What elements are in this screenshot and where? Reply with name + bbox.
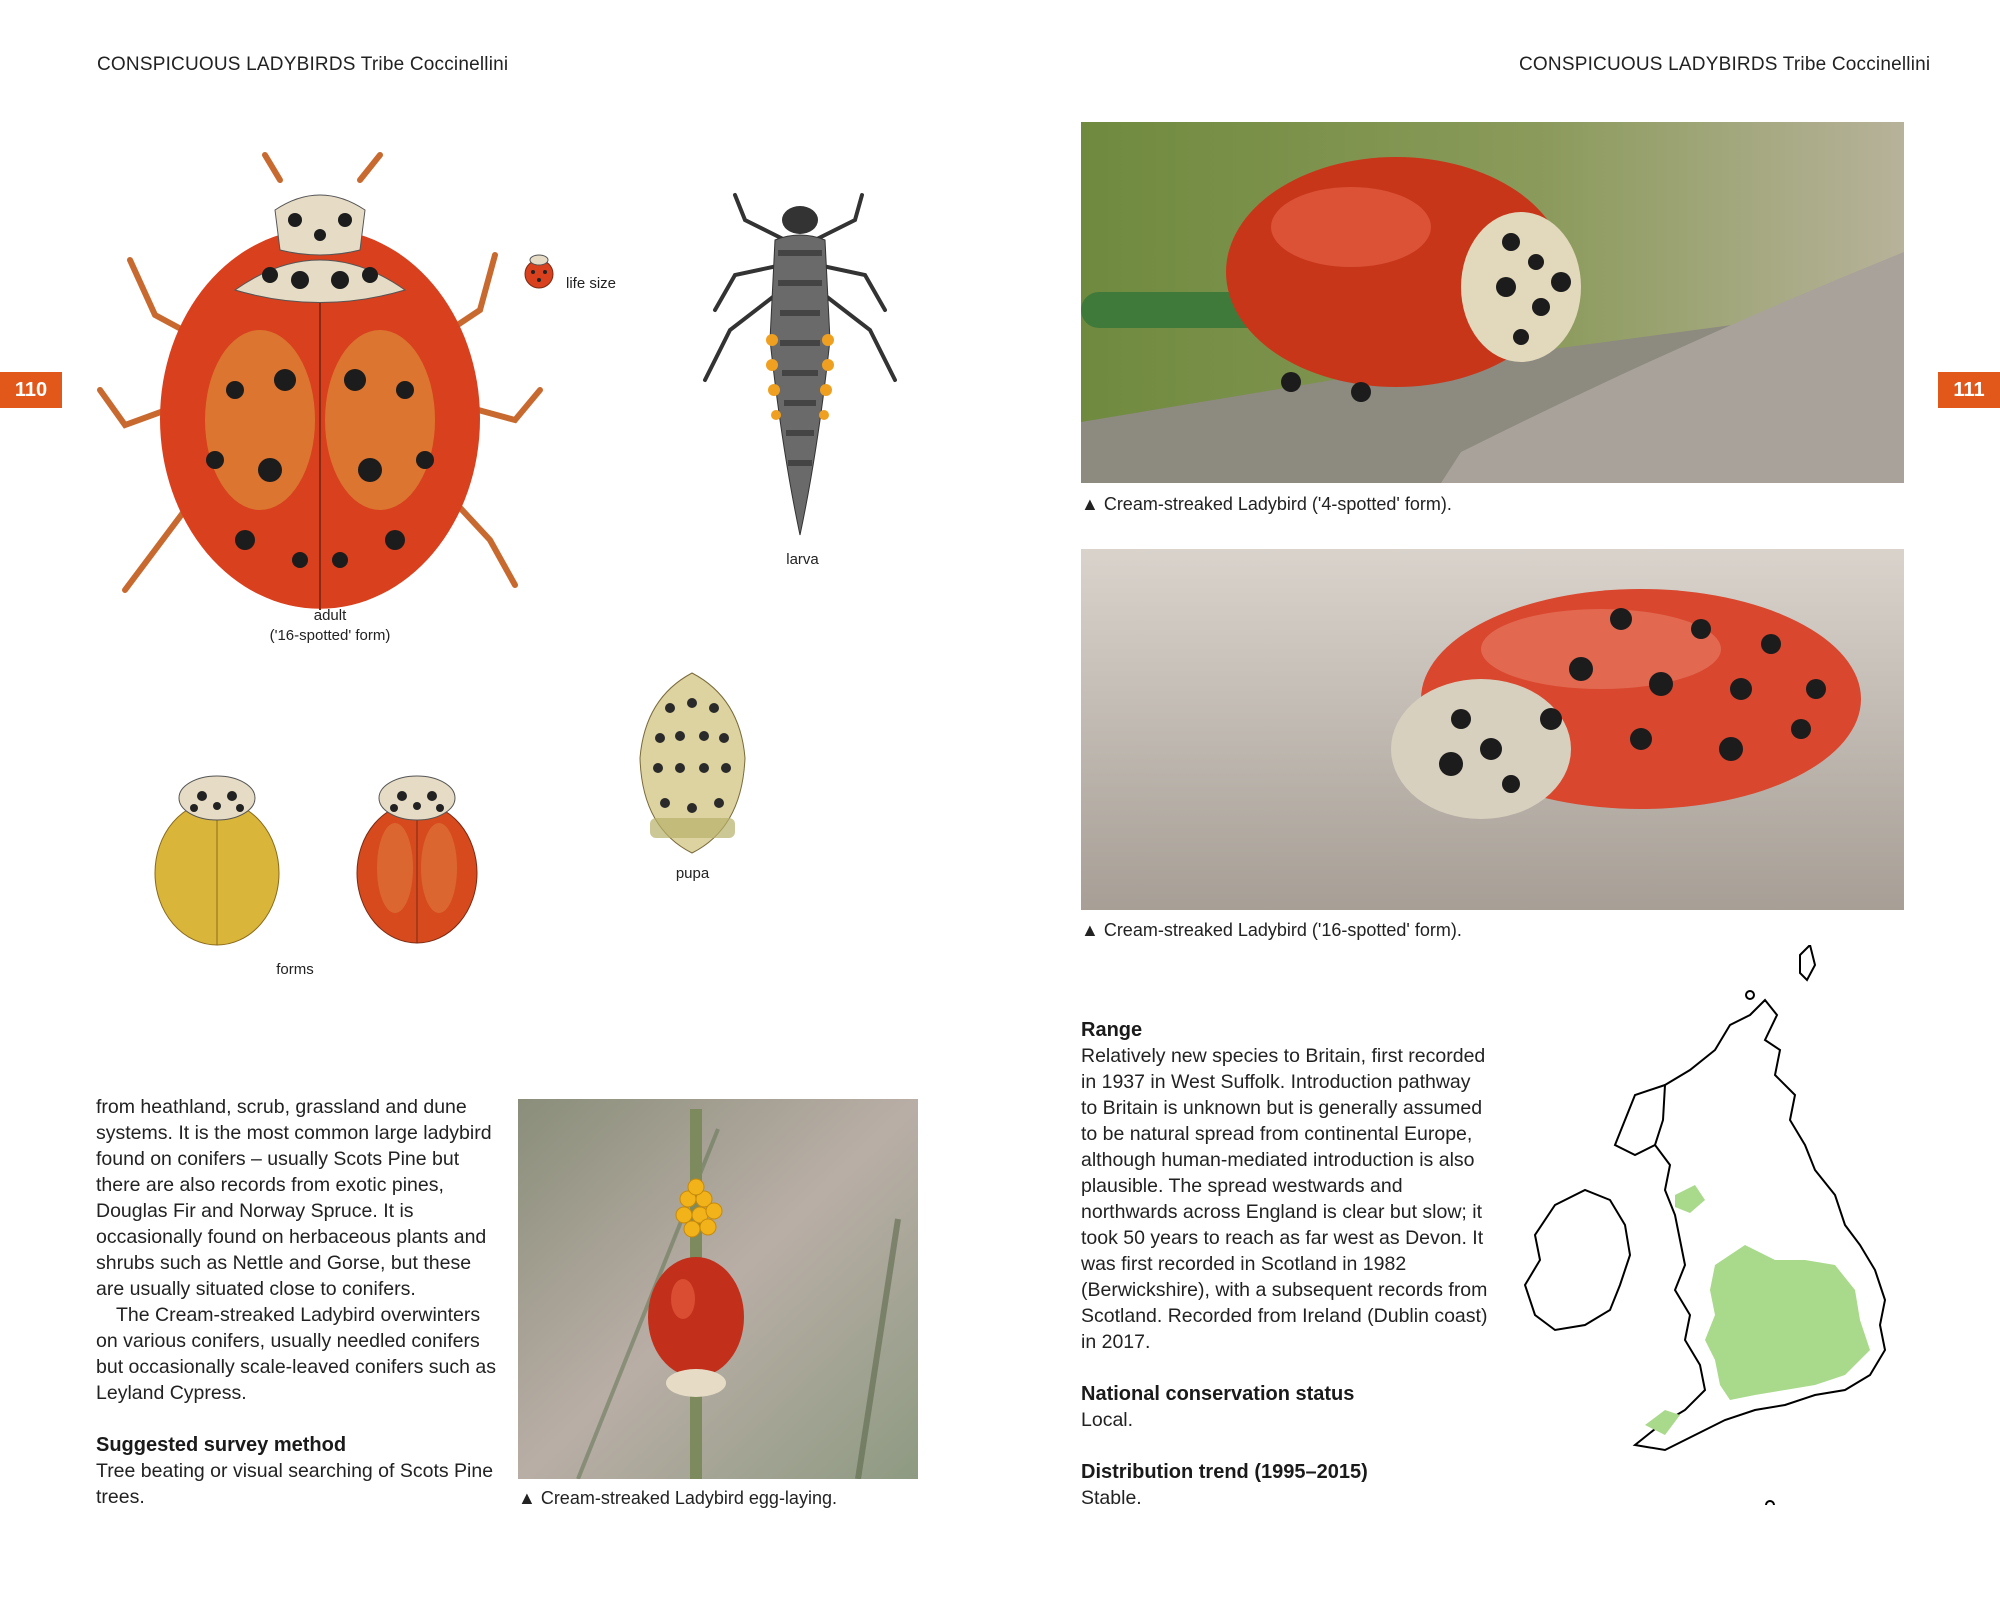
adult-ladybird-illustration [95, 140, 545, 610]
right-body-text [1081, 1017, 1491, 1511]
page-number-tab-left: 110 [0, 372, 62, 408]
body-paragraph-1: from heathland, scrub, grassland and dune systems. It is the most common large ladybird found on conifers – usually Scots Pine but there are also records from exotic pines, Douglas Fir and Norway Spruce. It is occasionally found on herbaceous plants and shrubs such as Nettle and Gorse, but these are usually situated close to conifers. [96, 1096, 492, 1300]
adult-label: adult [313, 607, 347, 624]
egg-laying-photo [518, 1099, 918, 1479]
photo2-caption: ▲ Cream-streaked Ladybird ('16-spotted' form). [1081, 920, 1462, 940]
trend-heading: Distribution trend (1995–2015) [1081, 1461, 1368, 1483]
survey-heading: Suggested survey method [96, 1434, 347, 1456]
left-running-header: CONSPICUOUS LADYBIRDS Tribe Coccinellini [97, 54, 509, 75]
right-running-header: CONSPICUOUS LADYBIRDS Tribe Coccinellini [1519, 54, 1931, 75]
photo-4-spotted-form [1081, 122, 1904, 483]
range-text: Relatively new species to Britain, first recorded in 1937 in West Suffolk. Introduction pathway to Britain is unknown but is generally assumed to be natural spread from continental Europe, although human-mediated introduction is also plausible. The spread westwards and northwards across England is clear but slow; it took 50 years to reach as far west as Devon. It was first recorded in Scotland in 1982 (Berwickshire), with a subsequent records from Scotland. Recorded from Ireland (Dublin coast) in 2017. [1081, 1045, 1488, 1353]
larva-label: larva [786, 551, 819, 568]
orange-form-illustration [350, 758, 485, 948]
life-size-label: life size [566, 275, 617, 292]
body-paragraph-2: The Cream-streaked Ladybird overwinters on various conifers, usually needled conifers but occasionally scale-leaved conifers such as Leyland Cypress. [96, 1304, 496, 1404]
adult-form-label: ('16-spotted' form) [269, 627, 391, 644]
status-heading: National conservation status [1081, 1383, 1355, 1405]
survey-text: Tree beating or visual searching of Scots Pine trees. [96, 1460, 494, 1508]
distribution-map [1515, 945, 1895, 1505]
egg-laying-caption: ▲ Cream-streaked Ladybird egg-laying. [518, 1488, 837, 1508]
pupa-illustration [630, 668, 755, 858]
photo1-caption: ▲ Cream-streaked Ladybird ('4-spotted' form). [1081, 494, 1452, 514]
photo-16-spotted-form [1081, 549, 1904, 910]
life-size-ladybird-icon [522, 250, 556, 290]
adult-caption [230, 606, 430, 646]
yellow-form-illustration [150, 758, 285, 948]
trend-text: Stable. [1081, 1487, 1142, 1509]
left-body-text [96, 1094, 496, 1510]
status-text: Local. [1081, 1409, 1134, 1431]
range-heading: Range [1081, 1019, 1143, 1041]
pupa-label: pupa [675, 865, 710, 882]
page-number-tab-right: 111 [1938, 372, 2000, 408]
larva-illustration [700, 190, 900, 540]
forms-label: forms [276, 961, 314, 978]
